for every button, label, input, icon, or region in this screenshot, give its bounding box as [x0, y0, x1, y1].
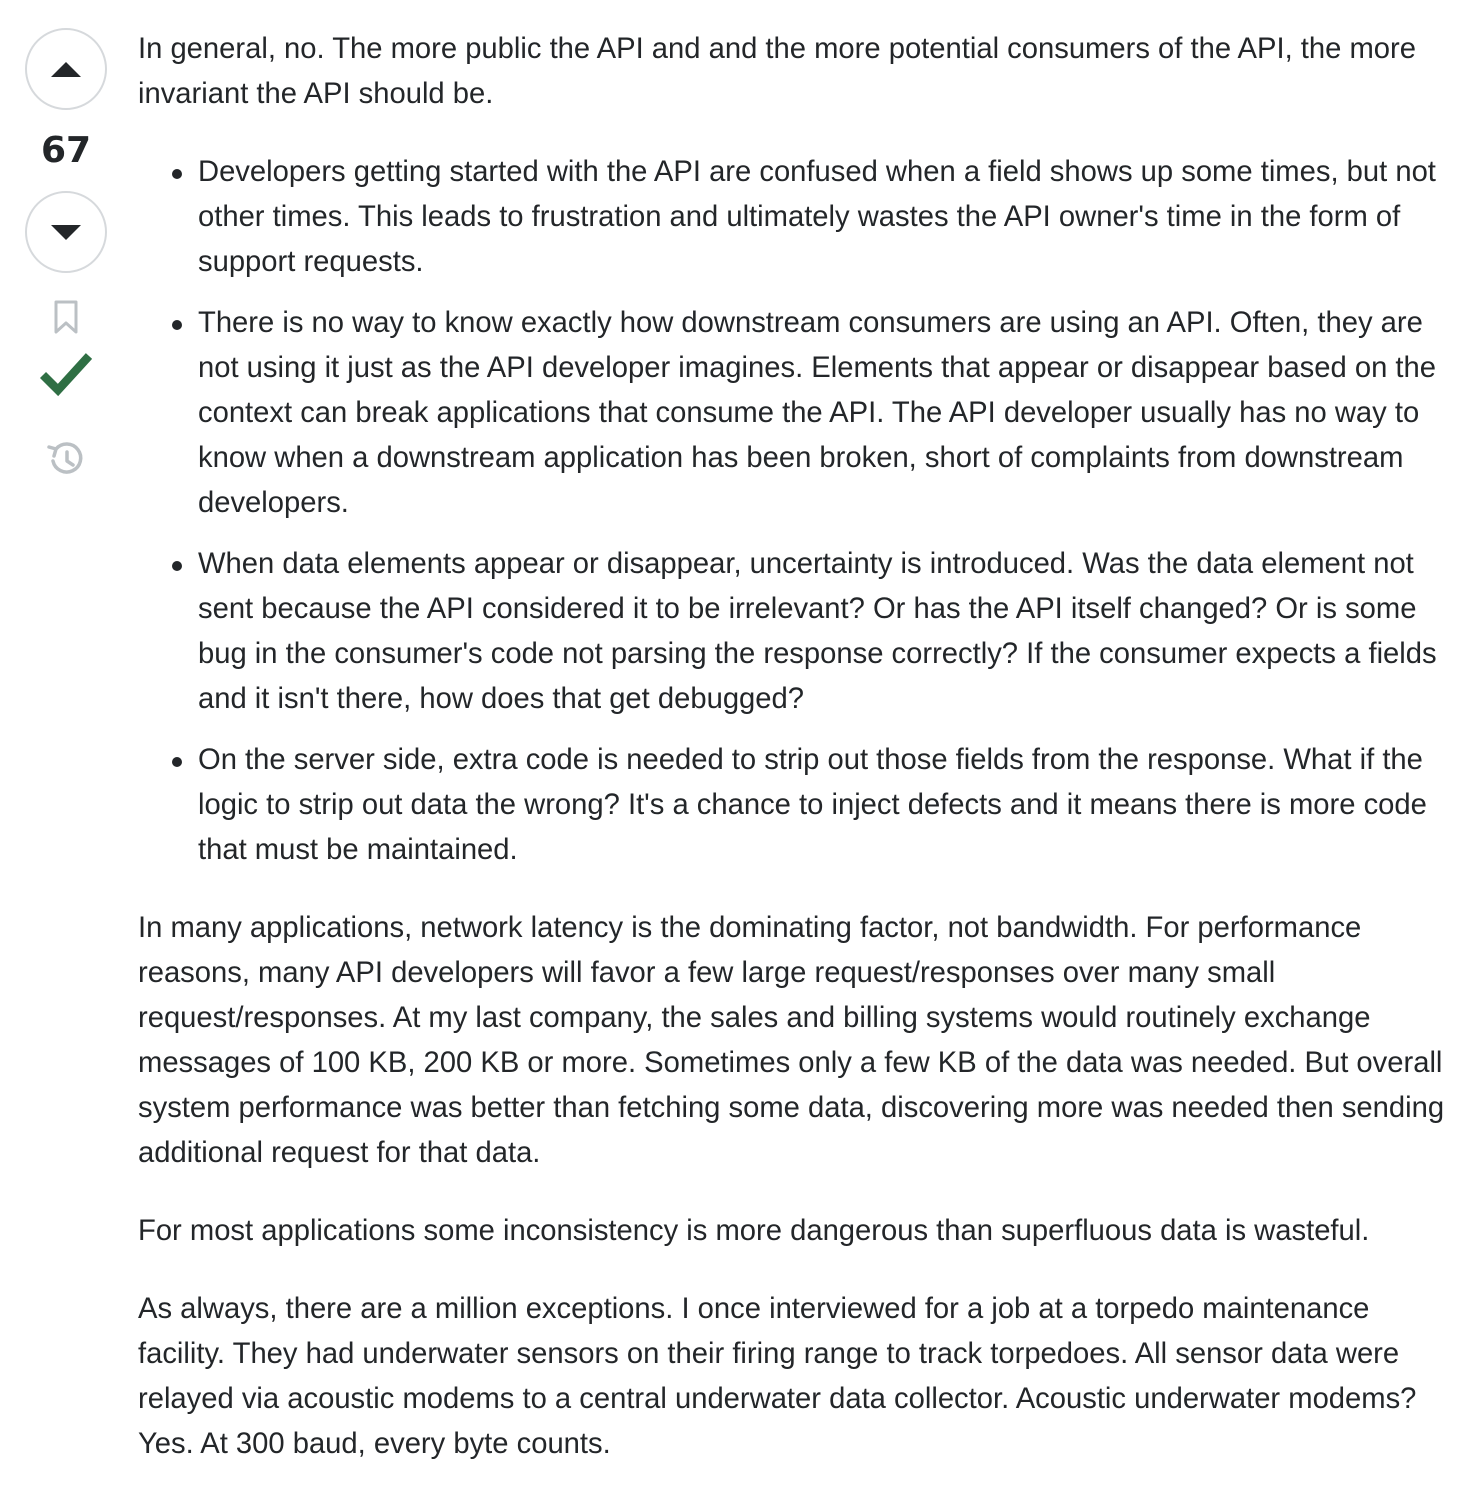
- answer-paragraph-latency: In many applications, network latency is the dominating factor, not bandwidth. For performance reasons, many API developers will favor a few large request/responses over many small request/responses. At my last company, the sales and billing systems would routinely exchange messages of 100 KB, 200 KB or more. Sometimes only a few KB of the data was needed. But overall system performance was better than fetching some data, discovering more was needed then sending additional request for that data.: [138, 912, 1445, 1169]
- vote-count: 67: [40, 130, 92, 171]
- answer-paragraph-consistency: For most applications some inconsistency is more dangerous than superfluous data is wasteful.: [138, 1215, 1370, 1247]
- answer-bullet-list: [138, 150, 1458, 873]
- timeline-button[interactable]: [44, 437, 88, 481]
- caret-down-icon: [49, 222, 83, 242]
- list-item: There is no way to know exactly how downstream consumers are using an API. Often, they are not using it just as the API developer imagines. Elements that appear or disappear based on the context can break applications that consume the API. The API developer usually has no way to know when a downstream application has been broken, short of complaints from downstream developers.: [198, 301, 1458, 526]
- bookmark-button[interactable]: [46, 297, 86, 337]
- caret-up-icon: [49, 59, 83, 79]
- list-item: When data elements appear or disappear, uncertainty is introduced. Was the data element not sent because the API considered it to be irrelevant? Or has the API itself changed? Or is some bug in the consumer's code not parsing the response correctly? If the consumer expects a fields and it isn't there, how does that get debugged?: [198, 542, 1458, 722]
- answer-paragraph-exceptions: As always, there are a million exceptions. I once interviewed for a job at a torpedo maintenance facility. They had underwater sensors on their firing range to track torpedoes. All sensor data were relayed via acoustic modems to a central underwater data collector. Acoustic underwater modems? Yes. At 300 baud, every byte counts.: [138, 1293, 1417, 1460]
- accepted-answer-indicator: [38, 347, 94, 403]
- answer-intro: In general, no. The more public the API and and the more potential consumers of the API, the more invariant the API should be.: [138, 33, 1416, 110]
- list-item: On the server side, extra code is needed to strip out those fields from the response. What if the logic to strip out data the wrong? It's a chance to inject defects and it means there is more code that must be maintained.: [198, 738, 1458, 873]
- bookmark-icon: [53, 300, 79, 334]
- checkmark-icon: [40, 349, 92, 401]
- history-icon: [46, 439, 86, 479]
- list-item: Developers getting started with the API are confused when a field shows up some times, but not other times. This leads to frustration and ultimately wastes the API owner's time in the form of support requests.: [198, 150, 1458, 285]
- answer-body: [138, 27, 1458, 1500]
- vote-column: [25, 28, 107, 481]
- downvote-button[interactable]: [25, 191, 107, 273]
- upvote-button[interactable]: [25, 28, 107, 110]
